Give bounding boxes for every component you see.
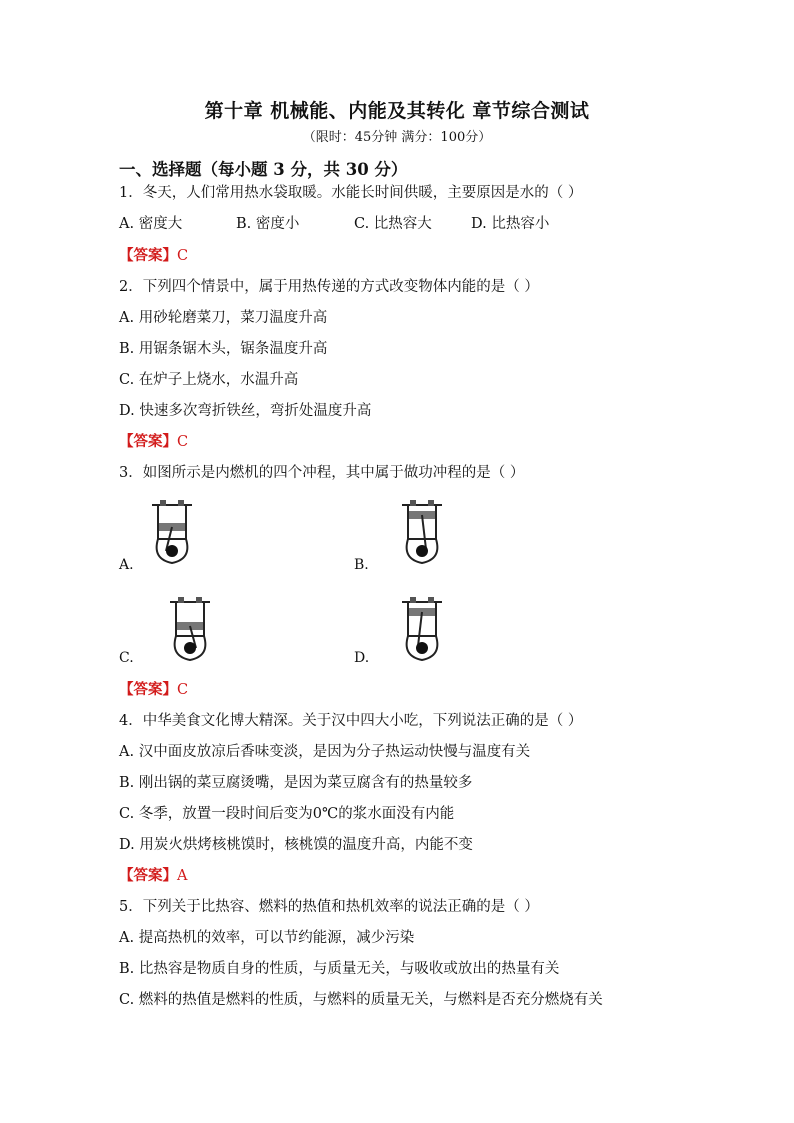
question-5-stem: 5．下列关于比热容、燃料的热值和热机效率的说法正确的是（ ）: [119, 899, 539, 915]
question-4-answer: [119, 864, 187, 885]
question-2-answer: [119, 430, 188, 451]
question-2-option-a: A. 用砂轮磨菜刀，菜刀温度升高: [119, 310, 328, 326]
answer-value: C: [177, 434, 189, 450]
question-3-answer: [119, 678, 188, 699]
question-5-option-c: C. 燃料的热值是燃料的性质，与燃料的质量无关，与燃料是否充分燃烧有关: [119, 992, 603, 1008]
section-heading: 一、选择题（每小题 3 分，共 30 分）: [119, 160, 408, 179]
question-1-option-c: C. 比热容大: [354, 216, 432, 232]
question-2-stem: 2．下列四个情景中，属于用热传递的方式改变物体内能的是（ ）: [119, 279, 539, 295]
question-4-option-a: A. 汉中面皮放凉后香味变淡，是因为分子热运动快慢与温度有关: [119, 744, 531, 760]
engine-stroke-d-figure: [392, 594, 452, 664]
question-3-option-d: D.: [354, 650, 370, 666]
question-2-option-d: D. 快速多次弯折铁丝，弯折处温度升高: [119, 403, 372, 419]
question-3-option-b: B.: [354, 557, 369, 573]
page-subtitle: （限时：45分钟 满分：100分）: [302, 130, 492, 145]
question-1-option-a: A. 密度大: [119, 216, 183, 232]
question-4-option-b: B. 刚出锅的菜豆腐烫嘴，是因为菜豆腐含有的热量较多: [119, 775, 473, 791]
question-3-stem: 3．如图所示是内燃机的四个冲程，其中属于做功冲程的是（ ）: [119, 465, 525, 481]
answer-value: A: [177, 868, 188, 884]
answer-tag: 【答案】: [119, 433, 177, 450]
question-4-option-d: D. 用炭火烘烤核桃馍时，核桃馍的温度升高，内能不变: [119, 837, 473, 853]
page-title: 第十章 机械能、内能及其转化 章节综合测试: [204, 100, 590, 122]
engine-stroke-a-figure: [142, 497, 202, 567]
question-5-option-a: A. 提高热机的效率，可以节约能源，减少污染: [119, 930, 415, 946]
engine-stroke-c-figure: [160, 594, 220, 664]
question-2-option-c: C. 在炉子上烧水，水温升高: [119, 372, 299, 388]
question-5-option-b: B. 比热容是物质自身的性质，与质量无关，与吸收或放出的热量有关: [119, 961, 560, 977]
question-1-stem: 1．冬天，人们常用热水袋取暖。水能长时间供暖，主要原因是水的（ ）: [119, 185, 583, 201]
question-1-answer: [119, 244, 188, 265]
question-1-option-d: D. 比热容小: [471, 216, 550, 232]
answer-tag: 【答案】: [119, 867, 177, 884]
answer-value: C: [177, 682, 189, 698]
question-1-option-b: B. 密度小: [236, 216, 300, 232]
question-3-option-c: C.: [119, 650, 134, 666]
engine-stroke-b-figure: [392, 497, 452, 567]
answer-value: C: [177, 248, 189, 264]
answer-tag: 【答案】: [119, 247, 177, 264]
question-4-stem: 4．中华美食文化博大精深。关于汉中四大小吃，下列说法正确的是（ ）: [119, 713, 583, 729]
answer-tag: 【答案】: [119, 681, 177, 698]
question-4-option-c: C. 冬季，放置一段时间后变为0℃的浆水面没有内能: [119, 806, 455, 822]
question-2-option-b: B. 用锯条锯木头，锯条温度升高: [119, 341, 328, 357]
question-3-option-a: A.: [119, 557, 134, 573]
